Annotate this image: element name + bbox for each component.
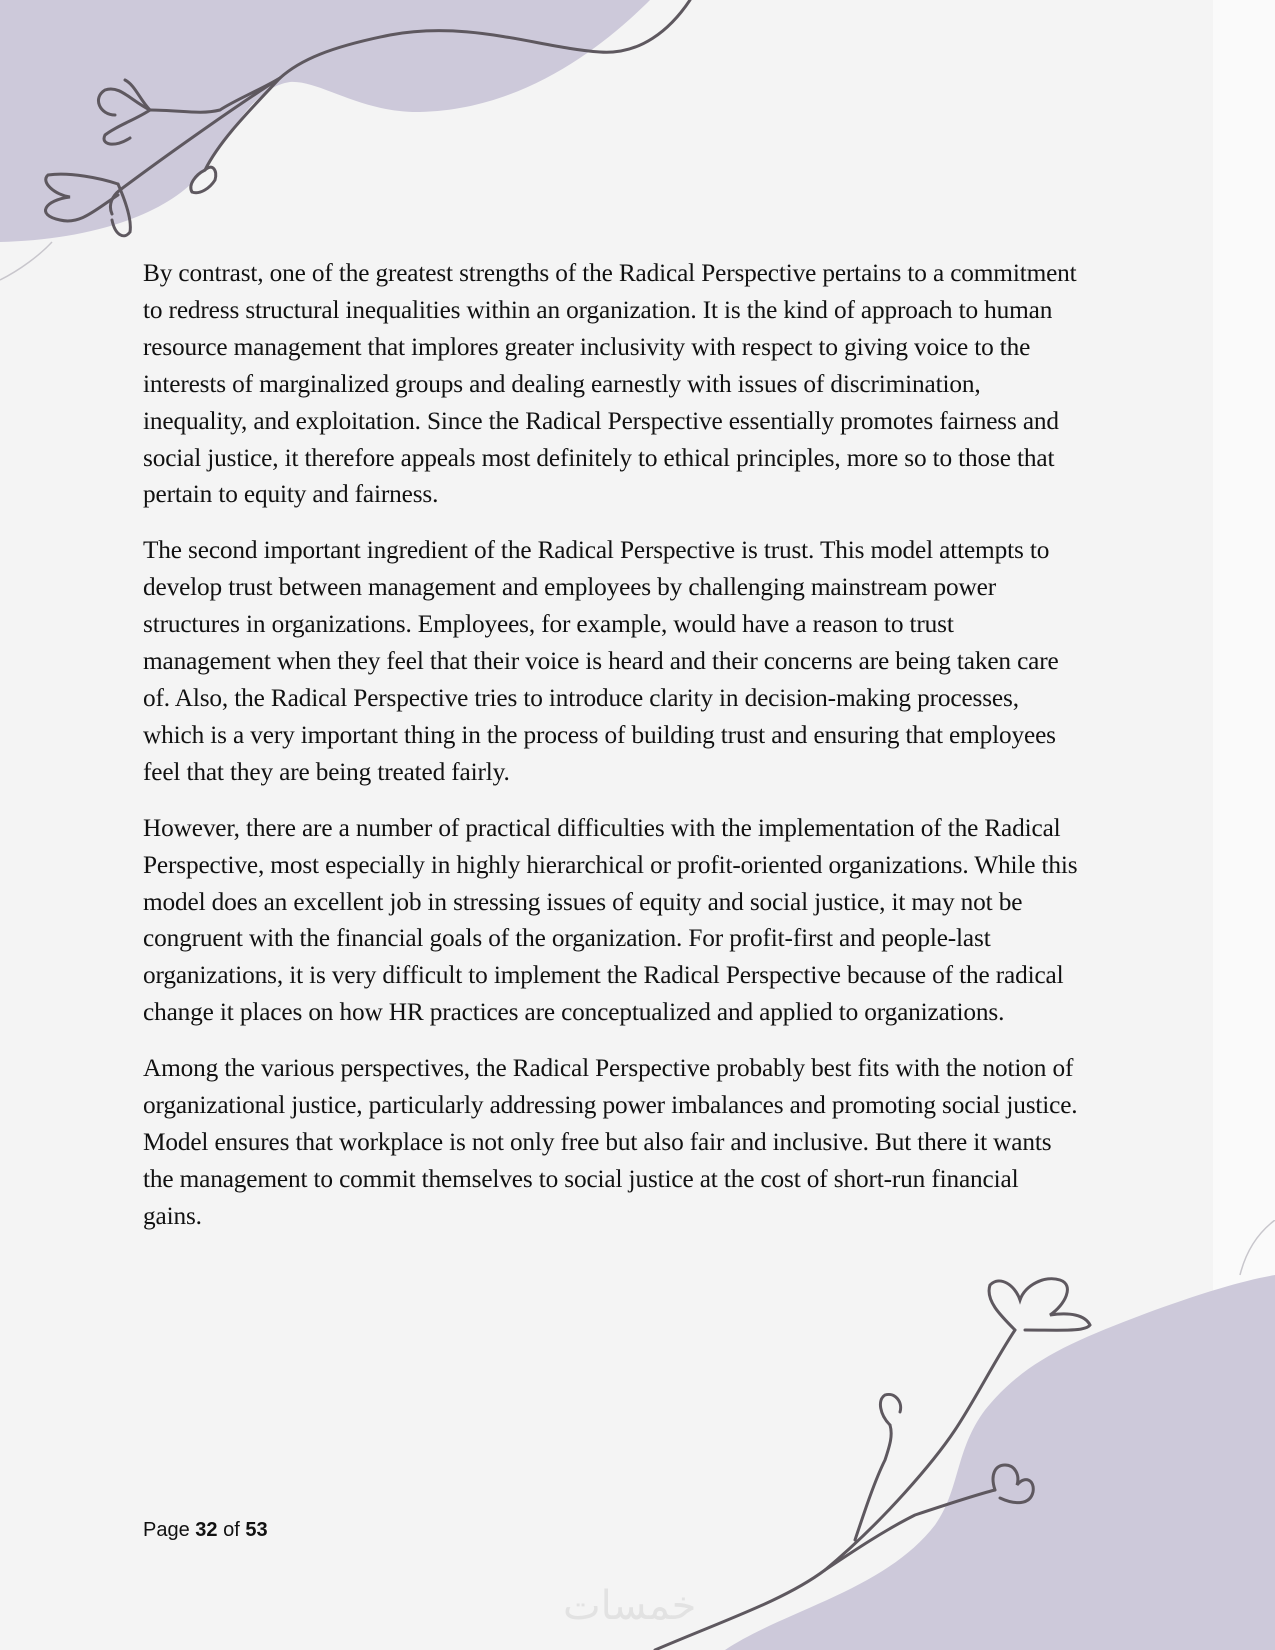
paragraph: However, there are a number of practical difficulties with the implementation of the Radical Perspective, most especially in highly hierarchical or profit-oriented organizations. While this model does an excellent job in stressing issues of equity and social justice, it may not be congruent with the financial goals of the organization. For profit-first and people-last organizations, it is very difficult to implement the Radical Perspective because of the radical change it places on how HR practices are conceptualized and applied to organizations.	[143, 813, 1078, 1027]
total-pages: 53	[245, 1519, 268, 1541]
watermark-logo: خمسات	[563, 1583, 697, 1629]
page-number-footer	[143, 1519, 268, 1542]
of-label: of	[223, 1519, 240, 1541]
paragraph: The second important ingredient of the Radical Perspective is trust. This model attempts to develop trust between management and employees by challenging mainstream power structures in organizations. Employees, for example, would have a reason to trust management when they feel that their voice is heard and their concerns are being taken care of. Also, the Radical Perspective tries to introduce clarity in decision-making processes, which is a very important thing in the process of building trust and ensuring that employees feel that they are being treated fairly.	[143, 536, 1059, 786]
paragraph: Among the various perspectives, the Radical Perspective probably best fits with the notion of organizational justice, particularly addressing power imbalances and promoting social justice. Model ensures that workplace is not only free but also fair and inclusive. But there it wants the management to commit themselves to social justice at the cost of short-run financial gains.	[143, 1054, 1078, 1230]
document-body	[143, 255, 1078, 1254]
page-label: Page	[143, 1519, 190, 1541]
paragraph: By contrast, one of the greatest strengths of the Radical Perspective pertains to a commitment to redress structural inequalities within an organization. It is the kind of approach to human resource management that implores greater inclusivity with respect to giving voice to the interests of marginalized groups and dealing earnestly with issues of discrimination, inequality, and exploitation. Since the Radical Perspective essentially promotes fairness and social justice, it therefore appeals most definitely to ethical principles, more so to those that pertain to equity and fairness.	[143, 259, 1077, 509]
current-page: 32	[195, 1519, 218, 1541]
